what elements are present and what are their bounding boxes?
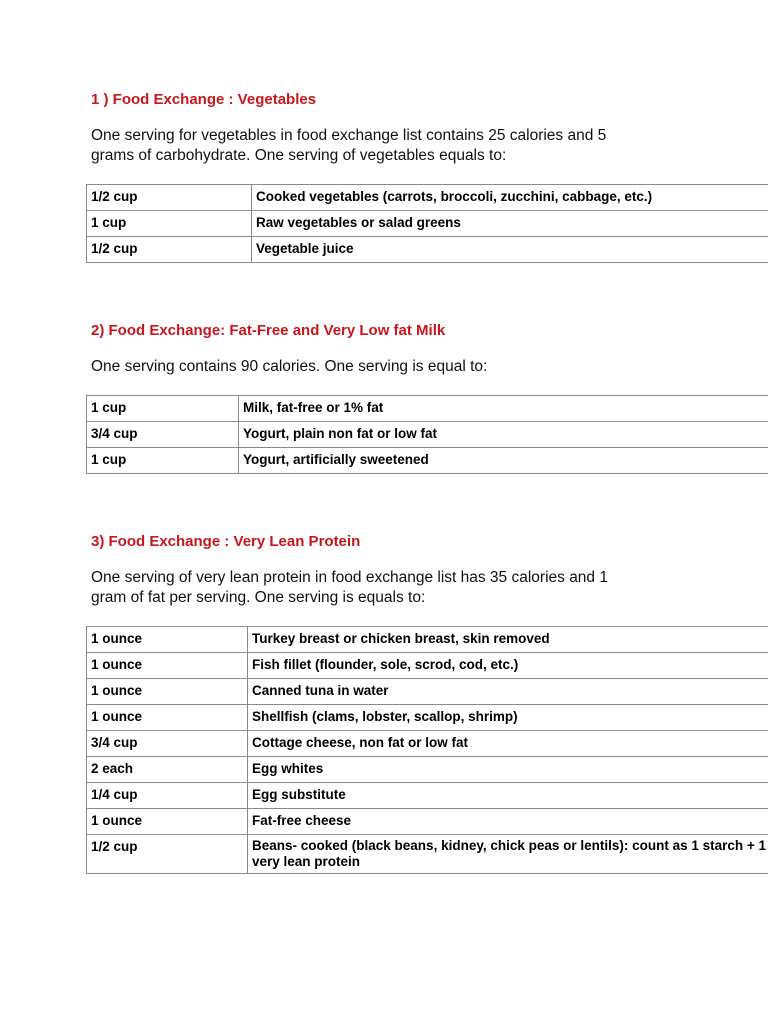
intro-line: One serving contains 90 calories. One serving is equal to:	[91, 358, 488, 375]
table-row	[87, 679, 768, 705]
food-cell: Vegetable juice	[252, 237, 768, 263]
exchange-table-milk	[86, 395, 768, 474]
table-row	[87, 705, 768, 731]
amount-cell: 3/4 cup	[87, 422, 239, 448]
table-row	[87, 448, 768, 474]
food-cell: Shellfish (clams, lobster, scallop, shrimp)	[248, 705, 768, 731]
food-cell: Yogurt, plain non fat or low fat	[239, 422, 768, 448]
table-row	[87, 211, 768, 237]
food-cell: Cooked vegetables (carrots, broccoli, zucchini, cabbage, etc.)	[252, 185, 768, 211]
food-cell: Cottage cheese, non fat or low fat	[248, 731, 768, 757]
amount-cell: 1/2 cup	[87, 835, 248, 874]
food-cell: Canned tuna in water	[248, 679, 768, 705]
table-row	[87, 783, 768, 809]
table-row	[87, 627, 768, 653]
table-row	[87, 396, 768, 422]
section-heading-milk: 2) Food Exchange: Fat-Free and Very Low fat Milk	[91, 322, 446, 339]
amount-cell: 1 ounce	[87, 705, 248, 731]
food-cell: Fish fillet (flounder, sole, scrod, cod, etc.)	[248, 653, 768, 679]
food-cell: Egg substitute	[248, 783, 768, 809]
amount-cell: 1 ounce	[87, 627, 248, 653]
table-row	[87, 653, 768, 679]
amount-cell: 1 ounce	[87, 809, 248, 835]
exchange-table-protein	[86, 626, 768, 874]
intro-line: gram of fat per serving. One serving is equals to:	[91, 589, 426, 606]
food-cell: Raw vegetables or salad greens	[252, 211, 768, 237]
amount-cell: 1 ounce	[87, 653, 248, 679]
amount-cell: 2 each	[87, 757, 248, 783]
table-row	[87, 185, 768, 211]
section-heading-vegetables: 1 ) Food Exchange : Vegetables	[91, 91, 317, 108]
amount-cell: 1/2 cup	[87, 185, 252, 211]
section-intro-protein	[91, 568, 691, 608]
amount-cell: 1 ounce	[87, 679, 248, 705]
food-cell: Egg whites	[248, 757, 768, 783]
food-cell: Yogurt, artificially sweetened	[239, 448, 768, 474]
table-row	[87, 731, 768, 757]
table-row	[87, 809, 768, 835]
food-cell: Milk, fat-free or 1% fat	[239, 396, 768, 422]
table-row	[87, 835, 768, 874]
amount-cell: 3/4 cup	[87, 731, 248, 757]
amount-cell: 1 cup	[87, 211, 252, 237]
section-heading-protein: 3) Food Exchange : Very Lean Protein	[91, 533, 361, 550]
amount-cell: 1/4 cup	[87, 783, 248, 809]
intro-line: One serving of very lean protein in food exchange list has 35 calories and 1	[91, 569, 608, 586]
section-intro-vegetables	[91, 126, 691, 166]
table-row	[87, 757, 768, 783]
table-row	[87, 237, 768, 263]
food-cell: Turkey breast or chicken breast, skin removed	[248, 627, 768, 653]
amount-cell: 1/2 cup	[87, 237, 252, 263]
amount-cell: 1 cup	[87, 396, 239, 422]
intro-line: grams of carbohydrate. One serving of vegetables equals to:	[91, 147, 507, 164]
section-intro-milk	[91, 357, 691, 377]
exchange-table-vegetables	[86, 184, 768, 263]
intro-line: One serving for vegetables in food exchange list contains 25 calories and 5	[91, 127, 607, 144]
table-row	[87, 422, 768, 448]
amount-cell: 1 cup	[87, 448, 239, 474]
food-cell: Beans- cooked (black beans, kidney, chick peas or lentils): count as 1 starch + 1 very lean protein	[248, 835, 768, 874]
food-cell: Fat-free cheese	[248, 809, 768, 835]
